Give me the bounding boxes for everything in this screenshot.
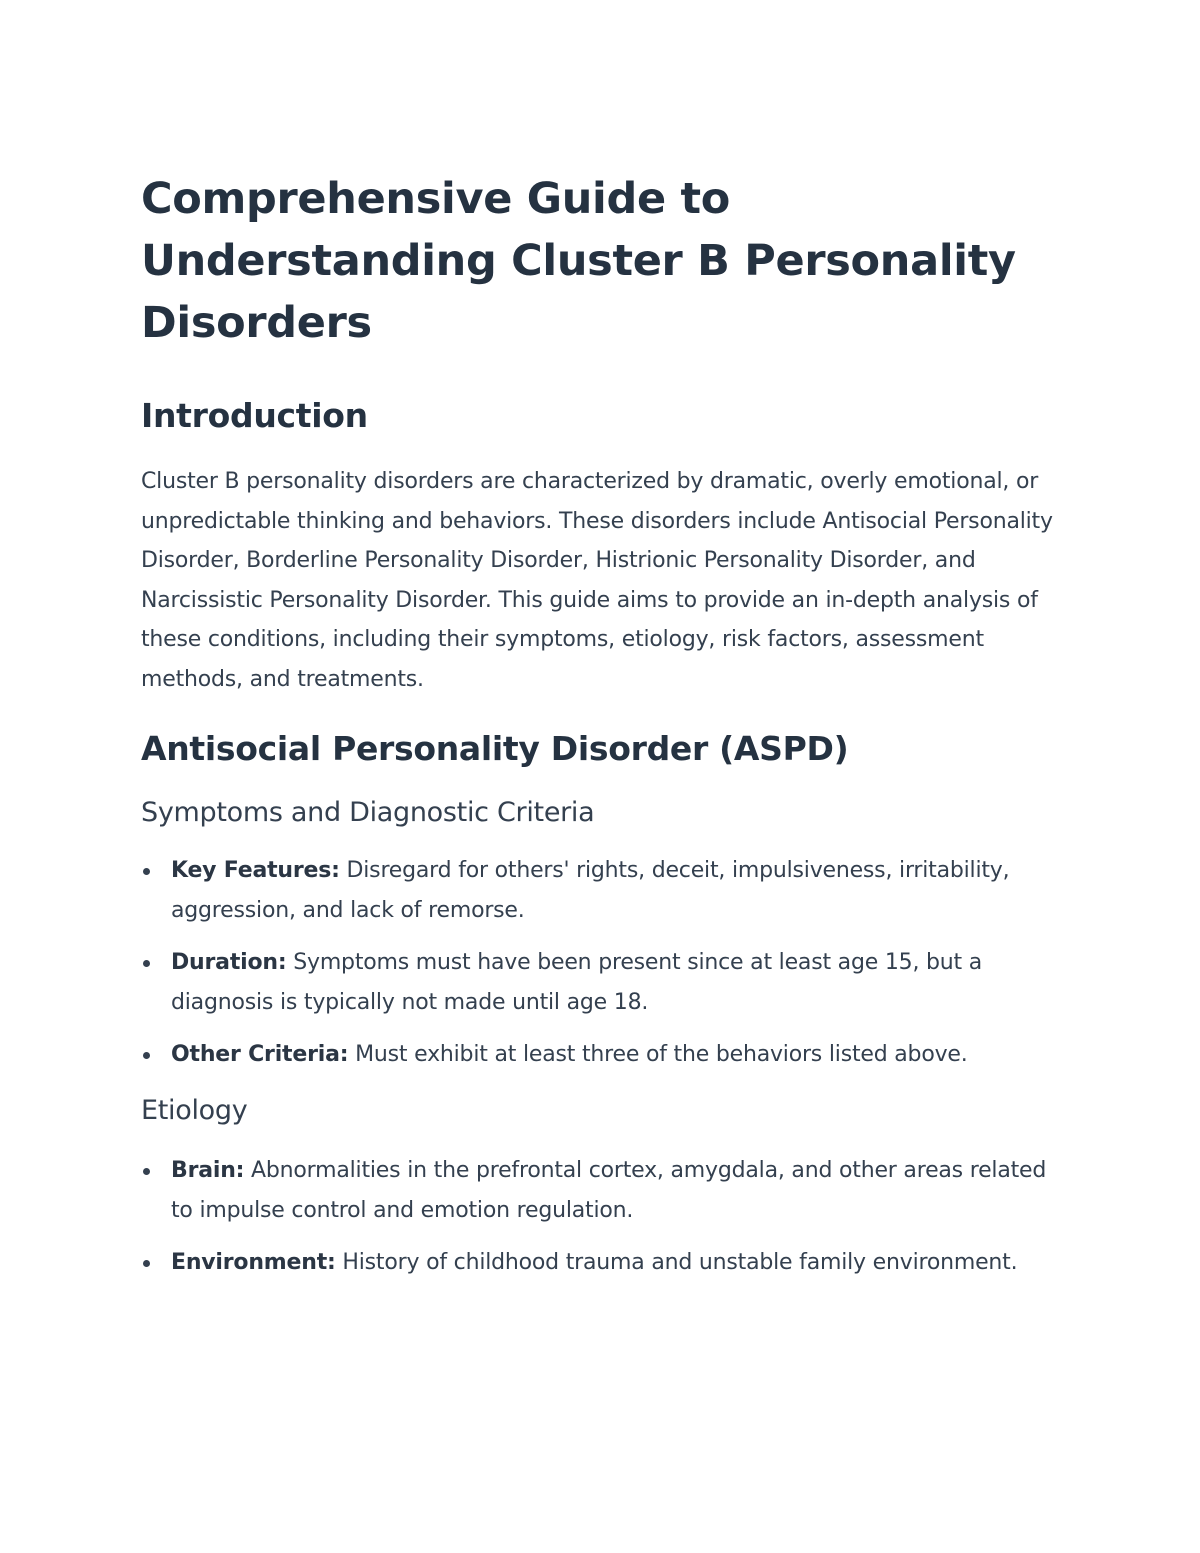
- bullet-dot: [143, 1168, 150, 1175]
- etiology-heading: Etiology: [141, 1095, 248, 1126]
- introduction-paragraph: Cluster B personality disorders are characterized by dramatic, overly emotional, or unpredictable thinking and behaviors. These disorders include Antisocial Personality Disorder, Borderline Personality Disorder, Histrionic Personality Disorder, and Narcissistic Personality Disorder. This guide aims to provide an in-depth analysis of these conditions, including their symptoms, etiology, risk factors, assessment methods, and treatments.: [141, 469, 1053, 692]
- introduction-heading: Introduction: [141, 396, 368, 435]
- list-item-term: Other Criteria:: [171, 1042, 349, 1067]
- list-item-text: History of childhood trauma and unstable family environment.: [335, 1250, 1018, 1275]
- etiology-list: [141, 1151, 1071, 1283]
- bullet-dot: [143, 960, 150, 967]
- bullet-dot: [143, 1260, 150, 1267]
- list-item-text: Abnormalities in the prefrontal cortex, amygdala, and other areas related to impulse control and emotion regulation.: [171, 1158, 1047, 1223]
- list-item: [141, 851, 1071, 931]
- document-page: [141, 168, 1071, 1283]
- list-item: [141, 1151, 1071, 1231]
- bullet-dot: [143, 868, 150, 875]
- list-item-term: Key Features:: [171, 858, 340, 883]
- list-item-term: Environment:: [171, 1250, 336, 1275]
- symptoms-list: [141, 851, 1071, 1075]
- aspd-heading: Antisocial Personality Disorder (ASPD): [141, 729, 849, 768]
- list-item: [141, 943, 1071, 1023]
- bullet-dot: [143, 1052, 150, 1059]
- list-item: [141, 1035, 1071, 1075]
- symptoms-heading: Symptoms and Diagnostic Criteria: [141, 797, 595, 828]
- list-item-text: Symptoms must have been present since at least age 15, but a diagnosis is typically not made until age 18.: [171, 950, 983, 1015]
- list-item: [141, 1243, 1071, 1283]
- page-title: Comprehensive Guide to Understanding Cluster B Personality Disorders: [141, 174, 1016, 348]
- list-item-text: Disregard for others' rights, deceit, impulsiveness, irritability, aggression, and lack of remorse.: [171, 858, 1010, 923]
- list-item-term: Brain:: [171, 1158, 245, 1183]
- list-item-term: Duration:: [171, 950, 287, 975]
- list-item-text: Must exhibit at least three of the behaviors listed above.: [348, 1042, 968, 1067]
